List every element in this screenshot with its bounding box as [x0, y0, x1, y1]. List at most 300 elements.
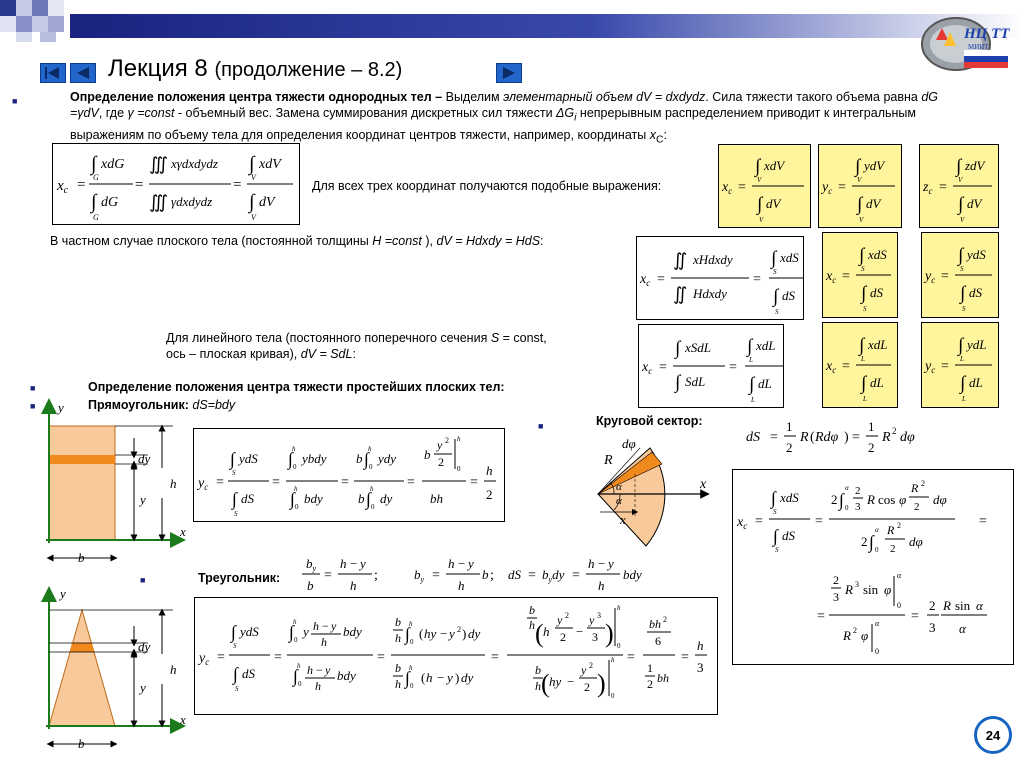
svg-text:xdL: xdL [756, 338, 776, 353]
svg-text:b: b [356, 451, 363, 466]
svg-text:∫: ∫ [405, 668, 410, 688]
skip-back-icon [41, 64, 65, 82]
bullet-icon: ■ [538, 421, 544, 431]
svg-text:2: 2 [565, 611, 569, 620]
svg-text:V: V [759, 216, 764, 224]
svg-text:S: S [962, 305, 966, 313]
svg-text:V: V [757, 176, 762, 184]
svg-text:by: $b_y$ [306, 556, 317, 573]
page-number: 24 [974, 716, 1012, 754]
svg-text:dL: dL [870, 375, 884, 390]
svg-text:bydy: $b_ydy$ [542, 567, 565, 584]
svg-text:h: h [395, 631, 401, 645]
svg-text:bdy: bdy [337, 668, 356, 683]
svg-text:=: = [341, 475, 349, 490]
svg-text:h: h [370, 485, 374, 493]
arrow-left-icon [71, 64, 95, 82]
svg-text:=: = [233, 177, 242, 193]
svg-text:sin: sin [863, 582, 879, 597]
svg-text:2: 2 [486, 487, 493, 502]
svg-text:h: h [297, 662, 301, 670]
svg-text:h: h [426, 670, 433, 685]
svg-text:): ) [597, 669, 606, 698]
svg-text:=: = [217, 650, 225, 665]
svg-text:=: = [377, 650, 385, 665]
svg-text:2: 2 [438, 455, 444, 469]
svg-text:yc: $y_c$ [925, 269, 936, 285]
svg-text:ydS: ydS [239, 451, 258, 466]
triangle-diagram [28, 586, 198, 758]
svg-text:∫: ∫ [249, 191, 255, 213]
svg-text:=: = [939, 180, 947, 195]
svg-text:∫: ∫ [771, 488, 776, 508]
formula-triangle-by [298, 552, 678, 601]
svg-text:φ: φ [861, 628, 869, 643]
svg-text:0: 0 [617, 642, 621, 650]
svg-text:=: = [842, 269, 850, 284]
svg-text:V: V [857, 176, 862, 184]
svg-text:bdy: bdy [304, 491, 323, 506]
svg-text:∫: ∫ [958, 194, 964, 215]
svg-text:=: = [753, 272, 761, 287]
svg-text:∫: ∫ [869, 532, 874, 552]
linear-body-text: Для линейного тела (постоянного поперечного сечения S = const, ось – плоская кривая), dV = SdL: [166, 331, 547, 361]
svg-text:h: h [697, 638, 704, 653]
svg-text:xdS: xdS [868, 247, 887, 262]
bullet-icon: ■ [140, 575, 146, 585]
svg-text:h: h [321, 635, 327, 649]
svg-text:НЦ ТТ: НЦ ТТ [964, 26, 1010, 42]
svg-text:2: 2 [914, 501, 920, 513]
svg-text:3: 3 [855, 580, 859, 589]
svg-text:2: 2 [890, 543, 896, 555]
svg-text:=: = [77, 177, 86, 193]
svg-text:∫: ∫ [364, 449, 369, 469]
svg-text:xc: $x_c$ [826, 359, 837, 375]
svg-text:L: L [960, 355, 964, 363]
svg-text:2: 2 [833, 573, 839, 587]
page-title: Лекция 8 (продолжение – 8.2) [108, 55, 403, 82]
svg-text:dL: dL [969, 375, 983, 390]
svg-text:=: = [979, 514, 987, 529]
formula-yc-s-box [921, 232, 999, 318]
svg-text:∫: ∫ [755, 156, 761, 177]
svg-text:xdS: xdS [780, 250, 799, 265]
svg-text:∫: ∫ [956, 156, 962, 177]
svg-text:dV: dV [766, 196, 781, 211]
svg-text:0: 0 [897, 601, 901, 610]
svg-text:S: S [775, 308, 779, 316]
svg-text:xγdxdydz: xγdxdydz [171, 156, 218, 171]
svg-text:x: x [180, 524, 186, 539]
svg-text:∫: ∫ [958, 245, 964, 266]
svg-text:S: S [235, 685, 239, 693]
svg-text:2: 2 [663, 615, 667, 624]
svg-text:zc: $z_c$ [923, 180, 933, 196]
svg-text:0: 0 [371, 503, 375, 511]
svg-text:=: = [216, 475, 224, 490]
svg-text:−: − [440, 626, 448, 641]
svg-text:2: 2 [831, 492, 838, 507]
svg-text:cos: cos [878, 492, 896, 507]
svg-text:V: V [960, 216, 965, 224]
svg-text:): ) [844, 430, 849, 445]
svg-text:3: 3 [833, 590, 839, 604]
svg-text:dS: dS [782, 528, 795, 543]
svg-text:h: h [409, 620, 413, 628]
svg-text:3: 3 [592, 630, 598, 644]
svg-text:xc: $x_c$ [642, 360, 653, 376]
svg-text:dφ: dφ [900, 430, 915, 445]
svg-text:y: y [60, 586, 66, 601]
svg-text:V: V [958, 176, 963, 184]
previous-slide-button[interactable] [70, 63, 96, 83]
svg-text:∫: ∫ [366, 489, 371, 509]
svg-text:h: h [457, 435, 461, 443]
svg-text:S: S [863, 305, 867, 313]
svg-text:0: 0 [294, 636, 298, 644]
svg-text:dV: dV [967, 196, 982, 211]
svg-text:=: = [528, 568, 536, 583]
svg-text:b: b [424, 447, 431, 462]
first-slide-button[interactable] [40, 63, 66, 83]
svg-text:1: 1 [786, 419, 793, 434]
svg-text:2: 2 [929, 598, 936, 613]
logo [912, 10, 1012, 72]
svg-text:0: 0 [457, 465, 461, 473]
svg-text:R: R [943, 598, 951, 613]
svg-text:=: = [852, 430, 860, 445]
svg-text:∭: ∭ [149, 192, 169, 212]
svg-text:xHdxdy: xHdxdy [693, 252, 733, 267]
svg-text:h: h [313, 619, 319, 633]
svg-text:y: y [360, 556, 366, 571]
svg-text:y: y [140, 492, 146, 507]
svg-text:=: = [572, 568, 580, 583]
svg-text:∭: ∭ [149, 154, 169, 174]
svg-text:R: R [887, 523, 895, 537]
svg-text:2: 2 [921, 479, 925, 488]
svg-text:h: h [170, 476, 177, 491]
svg-text:=: = [407, 475, 415, 490]
svg-text:h: h [598, 578, 605, 593]
svg-text:∫: ∫ [960, 283, 966, 304]
svg-text:=: = [657, 272, 665, 287]
svg-text:h: h [170, 662, 177, 677]
plane-body-text: В частном случае плоского тела (постоянной толщины H =const ), dV = Hdxdy = HdS: [50, 234, 544, 248]
svg-text:h: h [307, 663, 313, 677]
svg-text:h: h [294, 485, 298, 493]
svg-text:0: 0 [410, 638, 414, 646]
svg-text:∫: ∫ [773, 286, 779, 307]
svg-text:h: h [458, 578, 465, 593]
svg-text:∫: ∫ [757, 194, 763, 215]
svg-text:=: = [755, 514, 763, 529]
svg-text:2: 2 [897, 521, 901, 530]
svg-text:2: 2 [786, 440, 793, 455]
svg-text:x: x [700, 477, 707, 492]
bullet-icon: ■ [30, 401, 36, 411]
svg-text:h: h [611, 656, 615, 664]
svg-text:ybdy: ybdy [302, 451, 327, 466]
svg-text:2: 2 [892, 426, 897, 436]
svg-text:R: R [843, 628, 851, 643]
svg-text:dS: dS [870, 285, 883, 300]
svg-text:=: = [470, 475, 478, 490]
formula-yc-triangle [194, 597, 718, 715]
formula-xc-plane [636, 236, 804, 320]
svg-text:bh: bh [657, 671, 669, 685]
svg-text:xdG: xdG [101, 157, 125, 172]
svg-text:∫: ∫ [288, 449, 293, 469]
svg-text:2: 2 [560, 630, 566, 644]
svg-text:0: 0 [295, 503, 299, 511]
svg-text:dG: dG [101, 195, 119, 210]
svg-text:xSdL: xSdL [685, 340, 711, 355]
svg-text:6: 6 [655, 634, 661, 648]
svg-text:(: ( [535, 619, 544, 648]
svg-text:h: h [588, 556, 595, 571]
svg-text:0: 0 [875, 546, 879, 554]
svg-text:−: − [350, 556, 358, 571]
svg-text:S: S [234, 510, 238, 518]
svg-text:S: S [233, 642, 237, 650]
logo-emblem-icon [912, 10, 1012, 72]
svg-text:0: 0 [410, 682, 414, 690]
svg-text:y: y [325, 663, 331, 677]
svg-text:∫: ∫ [839, 490, 844, 510]
svg-text:y: y [331, 619, 337, 633]
svg-text:G: G [93, 213, 99, 222]
svg-text:−: − [598, 556, 606, 571]
svg-text:=: = [729, 360, 737, 375]
svg-text:∬: ∬ [673, 250, 688, 270]
svg-text:;: ; [490, 568, 494, 583]
svg-text:ydL: ydL [967, 337, 987, 352]
svg-text:x: x [180, 712, 186, 727]
header-band [0, 0, 1024, 42]
svg-text:=: = [135, 177, 144, 193]
svg-text:b: b [395, 615, 401, 629]
svg-text:xdV: xdV [764, 158, 785, 173]
sector-heading: Круговой сектор: [596, 414, 703, 428]
svg-text:=: = [817, 609, 825, 624]
svg-text:h: h [409, 664, 413, 672]
svg-text:∫: ∫ [861, 283, 867, 304]
svg-text:h: h [293, 618, 297, 626]
svg-text:dy: dy [380, 491, 393, 506]
svg-text:=: = [272, 475, 280, 490]
svg-text:xc: $x_c$ [57, 178, 69, 196]
svg-text:0: 0 [611, 692, 615, 700]
svg-text:3: 3 [697, 660, 704, 675]
svg-text:xdV: xdV [259, 157, 281, 172]
sector-diagram [590, 428, 720, 548]
svg-text:0: 0 [369, 463, 373, 471]
svg-text:xc: $x_c$ [722, 180, 733, 196]
svg-text:by: $b_y$ [414, 567, 425, 584]
svg-text:2: 2 [647, 677, 653, 691]
svg-text:dS: dS [508, 567, 521, 582]
svg-text:α: α [875, 526, 879, 534]
svg-text:Rdφ: Rdφ [815, 430, 839, 445]
svg-text:α: α [959, 621, 966, 636]
formula-yc-v-box [818, 144, 902, 228]
svg-text:α: α [845, 484, 849, 492]
svg-text:dy: dy [138, 639, 151, 654]
svg-text:∫: ∫ [857, 194, 863, 215]
svg-text:dS: dS [241, 491, 254, 506]
bullet-icon: ■ [12, 96, 18, 106]
svg-text:G: G [93, 173, 99, 182]
svg-text:h: h [448, 556, 455, 571]
svg-text:φ: φ [884, 582, 892, 597]
svg-text:2: 2 [445, 436, 449, 445]
svg-text:2: 2 [584, 680, 590, 694]
svg-text:dS: dS [782, 288, 795, 303]
svg-text:V: V [859, 216, 864, 224]
similar-text: Для всех трех координат получаются подобные выражения: [312, 179, 662, 193]
svg-text:h: h [350, 578, 357, 593]
svg-text:0: 0 [298, 680, 302, 688]
svg-text:2: 2 [589, 661, 593, 670]
svg-text:b: b [358, 491, 365, 506]
svg-text:∫: ∫ [230, 449, 235, 469]
svg-text:0: 0 [293, 463, 297, 471]
svg-text:=: = [838, 180, 846, 195]
svg-text:h: h [535, 679, 541, 693]
svg-text:∫: ∫ [859, 335, 865, 356]
svg-text:2: 2 [861, 534, 868, 549]
svg-text:=: = [274, 650, 282, 665]
svg-text:bh: bh [649, 617, 661, 631]
svg-text:bdy: bdy [623, 567, 642, 582]
svg-text:S: S [775, 546, 779, 554]
svg-text:sin: sin [955, 598, 971, 613]
svg-text:b: b [482, 567, 489, 582]
svg-text:=: = [491, 650, 499, 665]
svg-text:L: L [863, 395, 867, 403]
next-slide-button[interactable] [496, 63, 522, 83]
svg-text:b: b [307, 578, 314, 593]
svg-text:dS: dS [242, 666, 255, 681]
svg-text:2: 2 [868, 440, 875, 455]
simplest-heading: Определение положения центра тяжести простейших плоских тел: [88, 380, 505, 394]
svg-text:R: R [845, 582, 853, 597]
svg-text:h: h [486, 463, 493, 478]
svg-text:∫: ∫ [960, 373, 966, 394]
svg-text:(: ( [810, 430, 815, 445]
svg-text:h: h [315, 679, 321, 693]
rectangle-diagram [28, 398, 198, 570]
svg-text:2: 2 [855, 485, 861, 497]
svg-text:=: = [627, 650, 635, 665]
svg-text:x: x [620, 512, 626, 527]
formula-xc-l-box [822, 322, 898, 408]
formula-xc-s-box [822, 232, 898, 318]
svg-text:L: L [749, 356, 753, 364]
svg-text:R: R [911, 481, 919, 495]
svg-text:dφ: dφ [933, 492, 947, 507]
formula-xc-sector [732, 469, 1014, 665]
svg-text:(: ( [541, 669, 550, 698]
svg-text:=: = [815, 514, 823, 529]
intro-paragraph: Определение положения центра тяжести однородных тел – Выделим элементарный объем dV = dxdydz. Сила тяжести такого объема равна dG =γdV, где γ =const - объемный вес. Замена суммирования дискретных сил тяжести $\Delta G_i$ непрерывным распределением приводит к интегральным выражениям по объему тела для определения координат центров тяжести, например, координаты $x_C$: [70, 90, 939, 145]
svg-text:α: α [616, 495, 622, 507]
svg-text:y: y [437, 438, 443, 452]
svg-text:bh: bh [430, 491, 443, 506]
svg-text:=: = [432, 568, 440, 583]
svg-text:b: b [78, 736, 85, 751]
svg-text:b: b [529, 603, 535, 617]
svg-text:∫: ∫ [232, 489, 237, 509]
svg-text:V: V [251, 213, 256, 222]
svg-text:α: α [875, 619, 880, 628]
svg-text:3: 3 [597, 611, 601, 620]
svg-text:МИИТ: МИИТ [968, 43, 989, 51]
svg-text:∫: ∫ [861, 373, 867, 394]
triangle-heading: Треугольник: [198, 571, 281, 585]
svg-text:=: = [324, 568, 332, 583]
svg-text:h: h [292, 445, 296, 453]
svg-text:=: = [738, 180, 746, 195]
svg-text:xc: $x_c$ [826, 269, 837, 285]
svg-text:h: h [529, 618, 535, 632]
svg-text:(: ( [419, 626, 424, 641]
svg-text:y: y [449, 626, 455, 641]
svg-text:1: 1 [647, 661, 653, 675]
svg-text:=: = [842, 359, 850, 374]
svg-text:): ) [455, 670, 460, 685]
svg-text:∫: ∫ [771, 248, 777, 269]
svg-text:=: = [911, 609, 919, 624]
svg-text:y: y [581, 663, 587, 677]
svg-text:y: y [608, 556, 614, 571]
svg-text:dφ: dφ [622, 436, 636, 451]
svg-text:y: y [447, 670, 453, 685]
svg-text:∫: ∫ [405, 624, 410, 644]
svg-text:=: = [941, 269, 949, 284]
svg-text:R: R [882, 430, 891, 445]
svg-text:−: − [316, 663, 323, 677]
svg-text:b: b [395, 661, 401, 675]
svg-text:∬: ∬ [673, 284, 688, 304]
formula-zc-v-box [919, 144, 999, 228]
svg-text:y: y [140, 680, 146, 695]
svg-text:L: L [861, 355, 865, 363]
svg-text:L: L [751, 396, 755, 404]
svg-text:∫: ∫ [675, 338, 681, 359]
svg-text:ydV: ydV [864, 158, 885, 173]
svg-text:∫: ∫ [231, 622, 236, 642]
svg-text:R: R [604, 453, 613, 468]
svg-text:∫: ∫ [91, 153, 97, 175]
svg-text:h: h [395, 677, 401, 691]
svg-text:2: 2 [457, 625, 461, 634]
svg-text:yc: $y_c$ [199, 651, 210, 667]
svg-text:b: b [78, 550, 85, 565]
bullet-icon: ■ [30, 383, 36, 393]
svg-text:∫: ∫ [855, 156, 861, 177]
svg-text:∫: ∫ [958, 335, 964, 356]
svg-text:xdL: xdL [868, 337, 888, 352]
arrow-right-icon [497, 64, 521, 82]
svg-text:=: = [659, 360, 667, 375]
svg-text:0: 0 [875, 647, 879, 656]
svg-text:γdxdydz: γdxdydz [171, 194, 213, 209]
svg-text:xc: $x_c$ [640, 272, 651, 288]
svg-text:−: − [322, 619, 329, 633]
